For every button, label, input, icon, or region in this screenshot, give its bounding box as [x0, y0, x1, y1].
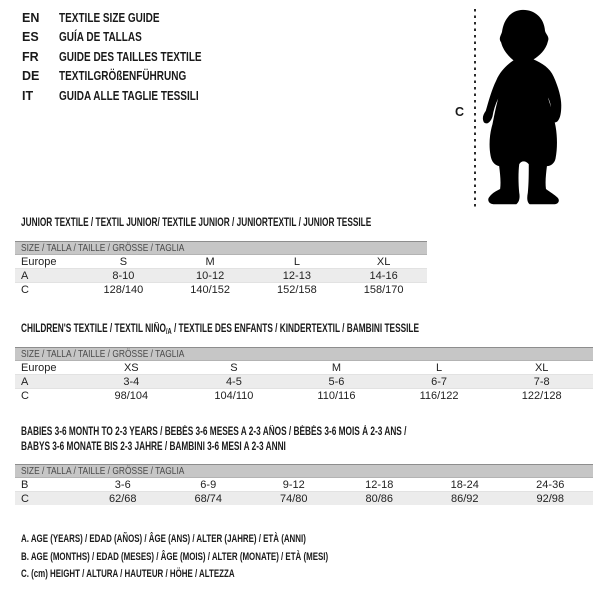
language-list	[22, 8, 237, 106]
table-row	[15, 375, 593, 389]
size-cell: 86/92	[422, 492, 508, 506]
language-code: EN	[22, 10, 40, 25]
junior-size-table	[15, 255, 427, 296]
size-cell: 9-12	[282, 478, 305, 491]
language-code: DE	[22, 69, 40, 84]
size-cell: 74/80	[251, 492, 337, 506]
size-header-bar	[15, 464, 593, 478]
section-title-children: CHILDREN'S TEXTILE / TEXTIL $NIÑO_{/A}$ / TEXTILE DES ENFANTS / KINDERTEXTIL / BAMBINI TESSILE	[21, 323, 420, 336]
size-cell: 24-36	[536, 478, 565, 491]
size-header-label: SIZE / TALLA / TAILLE / GRÖSSE / TAGLIA	[21, 242, 185, 254]
size-cell: L	[293, 255, 300, 268]
size-header-label: SIZE / TALLA / TAILLE / GRÖSSE / TAGLIA	[21, 348, 185, 360]
size-cell: 6-7	[388, 375, 491, 389]
size-cell: 110/116	[285, 389, 388, 403]
size-cell: M	[205, 255, 215, 268]
legend-line-c: C. (cm) HEIGHT / ALTURA / HAUTEUR / HÖHE / ALTEZZA	[21, 568, 235, 580]
size-cell: 152/158	[254, 283, 341, 297]
legend-line-a: A. AGE (YEARS) / EDAD (AÑOS) / ÂGE (ANS) / ALTER (JAHRE) / ETÀ (ANNI)	[21, 533, 306, 545]
language-row	[22, 8, 237, 28]
size-cell: 12-18	[365, 478, 394, 491]
size-header-label: SIZE / TALLA / TAILLE / GRÖSSE / TAGLIA	[21, 465, 185, 477]
size-cell: 18-24	[450, 478, 479, 491]
language-label: GUÍA DE TALLAS	[59, 30, 142, 45]
size-cell: 122/128	[490, 389, 593, 403]
section-title-junior: JUNIOR TEXTILE / TEXTIL JUNIOR/ TEXTILE JUNIOR / JUNIORTEXTIL / JUNIOR TESSILE	[21, 217, 372, 229]
size-cell: 80/86	[337, 492, 423, 506]
size-cell: 3-4	[80, 375, 183, 389]
size-cell: S	[119, 255, 128, 268]
row-label: C	[15, 492, 80, 506]
table-row	[15, 283, 427, 297]
size-cell: 14-16	[340, 269, 427, 283]
row-label: B	[21, 478, 29, 491]
legend	[21, 533, 448, 586]
section-title-babies	[21, 425, 556, 454]
size-cell: 8-10	[80, 269, 167, 283]
junior-table	[15, 241, 427, 296]
row-label: Europe	[21, 361, 57, 374]
table-row	[15, 255, 427, 269]
size-cell: 128/140	[80, 283, 167, 297]
height-measure-label: C	[455, 105, 465, 119]
row-label: A	[15, 375, 80, 389]
size-cell: 3-6	[114, 478, 131, 491]
children-table	[15, 347, 593, 402]
language-label: TEXTILE SIZE GUIDE	[59, 10, 160, 25]
size-cell: M	[331, 361, 342, 374]
size-cell: 12-13	[254, 269, 341, 283]
subscript: /A	[165, 327, 172, 336]
language-code: FR	[22, 49, 39, 64]
size-cell: 4-5	[183, 375, 286, 389]
size-cell: 104/110	[183, 389, 286, 403]
table-row	[15, 269, 427, 283]
row-label: C	[15, 389, 80, 403]
language-label: GUIDA ALLE TAGLIE TESSILI	[59, 88, 199, 103]
baby-silhouette-image	[481, 8, 567, 208]
size-cell: 92/98	[508, 492, 594, 506]
language-row	[22, 47, 237, 67]
language-row	[22, 67, 237, 87]
babies-size-table	[15, 478, 593, 505]
row-label: Europe	[21, 255, 57, 268]
row-label: C	[15, 283, 80, 297]
language-label: GUIDE DES TAILLES TEXTILE	[59, 49, 202, 64]
row-label: A	[15, 269, 80, 283]
babies-title-line2: BABYS 3-6 MONATE BIS 2-3 JAHRE / BAMBINI 3-6 MESI A 2-3 ANNI	[21, 440, 286, 453]
table-row	[15, 389, 593, 403]
language-code: IT	[22, 88, 34, 103]
size-cell: S	[230, 361, 238, 374]
language-code: ES	[22, 30, 39, 45]
size-cell: 158/170	[340, 283, 427, 297]
table-row	[15, 361, 593, 375]
size-header-bar	[15, 347, 593, 361]
size-cell: XL	[534, 361, 549, 374]
babies-table	[15, 464, 593, 505]
babies-title-line1: BABIES 3-6 MONTH TO 2-3 YEARS / BEBÉS 3-6 MESES A 2-3 AÑOS / BÉBÉS 3-6 MOIS À 2-3 ANS /	[21, 426, 407, 438]
size-cell: XL	[376, 255, 391, 268]
size-cell: 5-6	[285, 375, 388, 389]
table-row	[15, 492, 593, 506]
size-cell: 10-12	[167, 269, 254, 283]
size-cell: 62/68	[80, 492, 166, 506]
language-label: TEXTILGRÖßENFÜHRUNG	[59, 69, 187, 84]
children-size-table	[15, 361, 593, 402]
size-cell: L	[436, 361, 443, 374]
size-cell: 140/152	[167, 283, 254, 297]
size-cell: 116/122	[388, 389, 491, 403]
language-row	[22, 86, 237, 106]
size-cell: 7-8	[490, 375, 593, 389]
size-cell: 98/104	[80, 389, 183, 403]
size-cell: XS	[123, 361, 139, 374]
height-measure-line	[474, 9, 476, 208]
size-cell: 6-9	[200, 478, 217, 491]
size-header-bar	[15, 241, 427, 255]
language-row	[22, 28, 237, 48]
legend-line-b: B. AGE (MONTHS) / EDAD (MESES) / ÂGE (MOIS) / ALTER (MONATE) / ETÀ (MESI)	[21, 550, 329, 563]
size-cell: 68/74	[166, 492, 252, 506]
table-row	[15, 478, 593, 492]
